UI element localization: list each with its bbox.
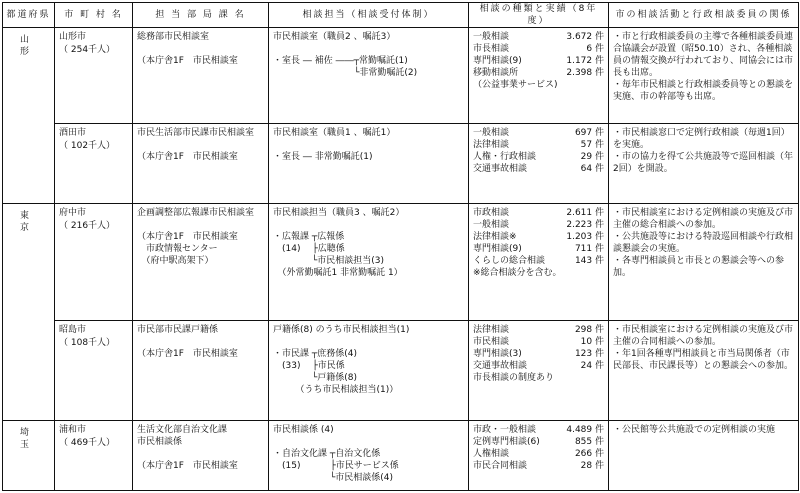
stat-row <box>473 151 604 163</box>
city-line: （ 102千人） <box>59 141 116 152</box>
stats-cell <box>469 320 609 420</box>
stat-label: 一般相談 <box>473 220 510 231</box>
stat-row <box>473 219 604 231</box>
relation-line: ・市民相談室における定例相談の実施及び市主催の合同相談への参加。 <box>613 324 794 347</box>
staff-line: 市民相談係 (4) <box>273 424 334 435</box>
department-line: 市民生活部市民課市民相談室 <box>137 128 255 139</box>
city-line: 酒田市 <box>59 128 87 139</box>
staff-cell <box>269 124 469 204</box>
stat-row <box>473 360 604 372</box>
header-stats: 相談の種類と実績（8年度） <box>469 3 609 28</box>
staff-cell <box>269 320 469 420</box>
consultation-table <box>2 2 799 491</box>
table-row <box>3 204 799 320</box>
stat-label: 定例専門相談(6) <box>473 436 540 447</box>
stat-label: 市政相談 <box>473 208 510 219</box>
staff-line <box>273 436 464 448</box>
stat-row <box>473 336 604 348</box>
relation-line: ・市と行政相談委員の主導で各種相談委員連合協議会が設置（昭50.10）され、各種相談員の情報交換が行われており、同協会には市長も出席。 <box>613 32 794 78</box>
relation-line: ・市民相談室における定例相談の実施及び市主催の総合相談への参加。 <box>613 208 794 231</box>
table-row <box>3 320 799 420</box>
relation-line: ・年1回各種専門相談員と市当局関係者（市民部長、市民課長等）との懇談会への参加。 <box>613 348 794 371</box>
stat-row <box>473 324 604 336</box>
table-row <box>3 28 799 124</box>
city-line: （ 108千人） <box>59 337 116 348</box>
staff-line: └戸籍係(8) <box>273 372 358 383</box>
department-cell <box>133 320 269 420</box>
header-relation: 市の相談活動と行政相談委員の関係 <box>609 3 799 28</box>
city-cell <box>55 28 133 124</box>
staff-line: 市民相談担当（職員3 、嘱託2） <box>273 208 405 219</box>
stat-row <box>473 55 604 67</box>
stat-label: 市民合同相談 <box>473 460 528 471</box>
department-line <box>137 336 264 348</box>
stat-label: 法律相談 <box>473 324 510 335</box>
staff-line: (15) ├市民サービス係 <box>273 460 399 471</box>
staff-line: ・広報課 ┬広報係 <box>273 232 345 243</box>
stat-value: 10 件 <box>580 336 604 347</box>
city-line: （ 254千人） <box>59 45 116 55</box>
department-line: （本庁舎1F 市民相談室 <box>137 152 238 163</box>
city-line: 昭島市 <box>59 324 87 335</box>
stat-row <box>473 460 604 472</box>
stat-row <box>473 207 604 219</box>
staff-cell <box>269 204 469 320</box>
staff-line: (33) ├市民係 <box>273 360 345 371</box>
stat-row <box>473 67 604 79</box>
table-row <box>3 124 799 204</box>
department-line: （本庁舎1F 市民相談室 <box>137 232 238 243</box>
department-cell <box>133 124 269 204</box>
header-staff: 相談担当（相談受付体制） <box>269 3 469 28</box>
stat-value: 4.489 件 <box>566 424 604 435</box>
staff-line: （うち市民相談担当(1)） <box>273 384 399 395</box>
staff-line <box>273 139 464 151</box>
stat-value: 57 件 <box>580 140 604 151</box>
stat-label: 移動相談所 <box>473 68 519 78</box>
city-line: 府中市 <box>59 208 87 219</box>
stat-note: ※総合相談分を含む。 <box>473 268 562 279</box>
relation-line: ・公民館等公共施設での定例相談の実施 <box>613 424 776 435</box>
relation-cell <box>609 204 799 320</box>
staff-line: └非常勤嘱託(2) <box>273 68 418 78</box>
stats-cell <box>469 204 609 320</box>
header-row <box>3 3 799 28</box>
stat-label: 市民相談 <box>473 336 510 347</box>
stat-row <box>473 231 604 243</box>
staff-line: 戸籍係(8) のうち市民相談担当(1) <box>273 324 410 335</box>
department-line <box>137 219 264 231</box>
stat-value: 855 件 <box>574 436 604 447</box>
stat-label: 法律相談 <box>473 140 510 151</box>
staff-line: ・室長 ― 補佐 ――┬常勤嘱託(1) <box>273 56 408 66</box>
stat-value: 64 件 <box>580 164 604 175</box>
department-cell <box>133 28 269 124</box>
staff-line: (14) ├広聴係 <box>273 244 345 255</box>
stat-label: 専門相談(9) <box>473 244 522 255</box>
header-department: 担 当 部 局 課 名 <box>133 3 269 28</box>
relation-line: ・毎年市民相談と行政相談委員等との懇談を実施、市の幹部等も出席。 <box>613 80 794 102</box>
stat-row <box>473 436 604 448</box>
city-line: 浦和市 <box>59 424 87 435</box>
stat-note: 市長相談の制度あり <box>473 372 555 383</box>
department-cell <box>133 204 269 320</box>
staff-cell <box>269 28 469 124</box>
stat-row <box>473 424 604 436</box>
stat-value: 2.398 件 <box>566 68 604 78</box>
staff-line <box>273 219 464 231</box>
staff-line: ・市民課 ┬庶務係(4) <box>273 348 358 359</box>
department-line <box>137 139 264 151</box>
stat-value: 6 件 <box>586 44 604 54</box>
staff-line: ・自治文化課 ┬自治文化係 <box>273 448 381 459</box>
stat-value: 266 件 <box>574 448 604 459</box>
stat-value: 143 件 <box>574 256 604 267</box>
department-line: 市民相談係 <box>137 436 183 447</box>
table-row <box>3 420 799 490</box>
stat-value: 123 件 <box>574 348 604 359</box>
department-line: 市民部市民課戸籍係 <box>137 324 219 335</box>
relation-cell <box>609 320 799 420</box>
stat-value: 697 件 <box>574 128 604 139</box>
stat-value: 1.203 件 <box>566 232 604 243</box>
staff-line: 市民相談室（職員2 、嘱託3） <box>273 32 396 42</box>
header-city: 市 町 村 名 <box>55 3 133 28</box>
stat-row <box>473 243 604 255</box>
stat-label: 一般相談 <box>473 128 510 139</box>
stat-label: くらしの総合相談 <box>473 256 546 267</box>
stat-value: 24 件 <box>580 360 604 371</box>
stat-row <box>473 348 604 360</box>
department-line: （本庁舎1F 市民相談室 <box>137 56 238 66</box>
stat-row <box>473 127 604 139</box>
stat-value: 1.172 件 <box>566 56 604 66</box>
staff-line: ・室長 ― 非常勤嘱託(1) <box>273 152 373 163</box>
stats-cell <box>469 420 609 490</box>
department-line <box>137 43 264 55</box>
relation-cell <box>609 124 799 204</box>
stat-value: 2.611 件 <box>566 208 604 219</box>
staff-line: └市民相談係(4) <box>273 472 394 483</box>
stats-cell <box>469 28 609 124</box>
staff-cell <box>269 420 469 490</box>
stat-label: 人権相談 <box>473 448 510 459</box>
staff-line: └市民相談担当(3) <box>273 256 385 267</box>
stat-label: 専門相談(3) <box>473 348 522 359</box>
city-line: （ 216千人） <box>59 221 116 232</box>
relation-cell <box>609 420 799 490</box>
stat-label: 交通事故相談 <box>473 360 528 371</box>
department-line: 市政情報センター <box>137 244 218 255</box>
prefecture-cell: 埼 玉 <box>3 420 55 490</box>
city-cell <box>55 204 133 320</box>
department-line: （府中駅高架下） <box>137 256 214 267</box>
stat-row <box>473 255 604 267</box>
prefecture-cell: 東 京 <box>3 204 55 420</box>
department-line: 生活文化部自治文化課 <box>137 424 228 435</box>
stat-row <box>473 139 604 151</box>
city-line: （ 469千人） <box>59 437 116 448</box>
stat-row <box>473 448 604 460</box>
stat-label: 専門相談(9) <box>473 56 522 66</box>
staff-line: （外常勤嘱託1 非常勤嘱託 1） <box>273 268 403 279</box>
stat-value: 28 件 <box>580 460 604 471</box>
stats-cell <box>469 124 609 204</box>
relation-line: ・公共施設等における特設巡回相談や行政相談懇談会の実施。 <box>613 232 794 255</box>
relation-line: ・各専門相談員と市長との懇談会等への参加。 <box>613 256 785 279</box>
relation-cell <box>609 28 799 124</box>
stat-value: 298 件 <box>574 324 604 335</box>
department-cell <box>133 420 269 490</box>
city-line: 山形市 <box>59 32 87 42</box>
relation-line: ・市の協力を得て公共施設等で巡回相談（年2回）を開設。 <box>613 152 794 175</box>
stat-label: 市長相談 <box>473 44 510 54</box>
prefecture-cell: 山 形 <box>3 28 55 204</box>
city-cell <box>55 320 133 420</box>
department-line: 企画調整部広報課市民相談室 <box>137 208 255 219</box>
city-cell <box>55 124 133 204</box>
stat-label: 一般相談 <box>473 32 510 42</box>
stat-note: （公益事業サービス) <box>473 80 558 90</box>
department-line: 総務部市民相談室 <box>137 32 210 42</box>
stat-value: 2.223 件 <box>566 220 604 231</box>
stat-label: 市政・一般相談 <box>473 424 537 435</box>
staff-line <box>273 336 464 348</box>
stat-row <box>473 43 604 55</box>
stat-row <box>473 31 604 43</box>
staff-line <box>273 43 464 55</box>
department-line <box>137 448 264 460</box>
stat-value: 711 件 <box>574 244 604 255</box>
relation-line: ・市民相談窓口で定例行政相談（毎週1回）を実施。 <box>613 128 790 151</box>
stat-label: 交通事故相談 <box>473 164 528 175</box>
stat-row <box>473 163 604 175</box>
staff-line: 市民相談室（職員1 、嘱託1） <box>273 128 396 139</box>
stat-value: 3.672 件 <box>566 32 604 42</box>
header-prefecture: 都道府県 <box>3 3 55 28</box>
department-line: （本庁舎1F 市民相談室 <box>137 348 238 359</box>
city-cell <box>55 420 133 490</box>
stat-label: 人権・行政相談 <box>473 152 537 163</box>
department-line: （本庁舎1F 市民相談室 <box>137 460 238 471</box>
stat-label: 法律相談※ <box>473 232 517 243</box>
stat-value: 29 件 <box>580 152 604 163</box>
